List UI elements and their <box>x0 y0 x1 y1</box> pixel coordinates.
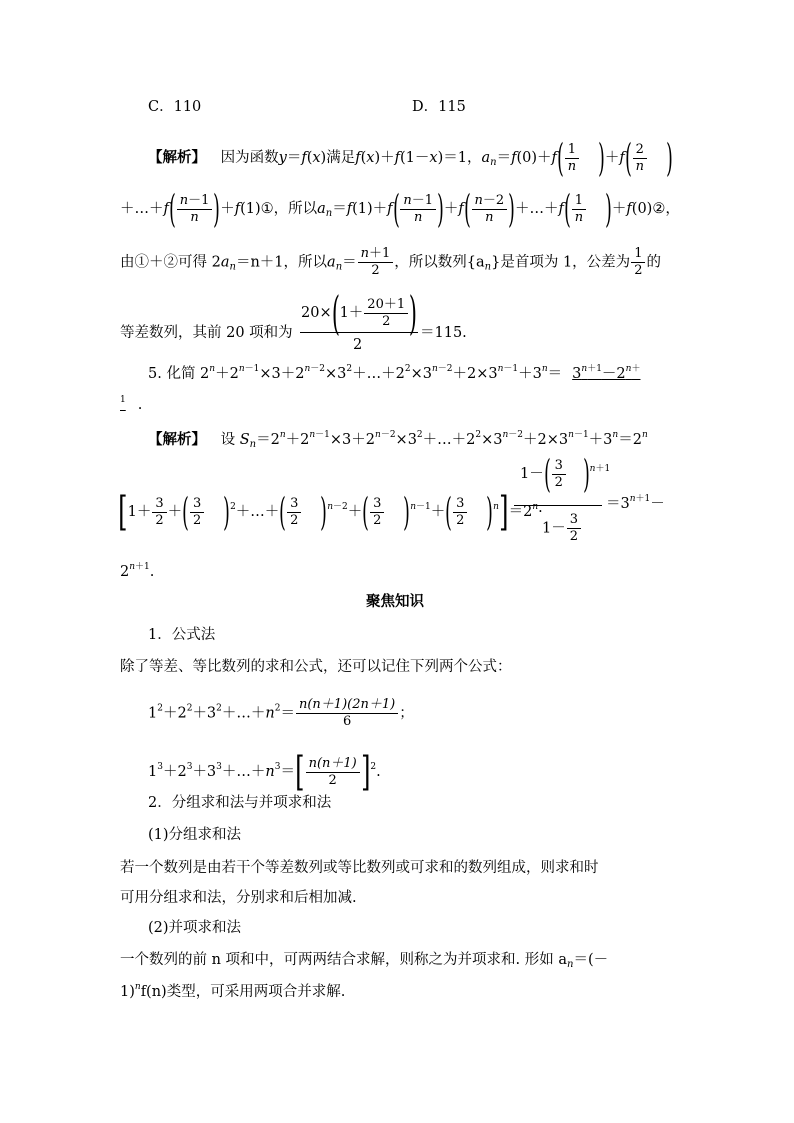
option-c: C．110 <box>148 99 202 115</box>
geo-result: $=3^{n+1}-$ <box>606 494 665 512</box>
section-title: 聚焦知识 <box>366 594 424 610</box>
fraction-bar <box>300 332 418 333</box>
answer-part-b: －2 <box>601 366 626 382</box>
analysis2-line-1: 【解析】 设 $S_n=2^n+2^{n-1}\times 3+2^{n-2}\times 3^2+\dots+2^2\times 3^{n-2}+2\times 3^{n-1}+3^n=2^n$ <box>148 430 648 450</box>
geo-numerator: 1－( $\frac{3}{2}$ )$^{n+1}$ <box>520 452 611 496</box>
k1-intro: 除了等差、等比数列的求和公式，还可以记住下列两个公式： <box>120 659 512 675</box>
k2-heading: 2．分组求和法与并项求和法 <box>148 795 332 811</box>
formula-1: $1^2+2^2+3^2+\dots+n^2=$ $\frac{n(n+1)(2n+1)}{6}$ ； <box>148 697 414 729</box>
k2-sub1: (1)分组求和法 <box>148 827 242 843</box>
analysis2-line-2: [1＋ $\frac{3}{2}$ ＋( $\frac{3}{2}$ )$^2$＋…＋( $\frac{3}{2}$ )$^{n-2}$＋( $\frac{3}{2}$ )$^{n-1}$＋( $\frac{3}{2}$ )$^n]=2^n\cdot$ <box>118 489 543 535</box>
sum-result: ＝115. <box>420 325 467 341</box>
k2-sub1-line-2: 可用分组求和法，分别求和后相加减. <box>120 890 357 906</box>
analysis-line-1: 【解析】 因为函数y＝f(x)满足f(x)＋f(1－x)＝1，$a_n=f(0)+f$( $\frac{1}{n}$ )＋f( $\frac{2}{n}$ ) <box>148 136 673 180</box>
analysis-tag: 【解析】 <box>148 150 206 166</box>
k2-sub2-line-1: 一个数列的前 n 项和中，可两两结合求解，则称之为并项求和. 形如 $a_n=(-$ <box>120 952 609 970</box>
analysis-line-4: 等差数列，其前 20 项和为 <box>120 325 293 341</box>
answer-part-a: 3 <box>572 366 582 382</box>
k1-heading: 1．公式法 <box>148 627 216 643</box>
question-5-cont: $^1$ . <box>120 395 143 413</box>
sum-numerator: 20×(1＋ $\frac{20+1}{2}$ ) <box>301 286 418 340</box>
option-d: D．115 <box>412 99 466 115</box>
geo-fraction-bar <box>514 505 602 506</box>
k2-sub1-line-1: 若一个数列是由若干个等差数列或等比数列或可求和的数列组成，则求和时 <box>120 860 599 876</box>
geo-denominator: 1－ $\frac{3}{2}$ <box>542 512 582 545</box>
analysis-line-2: ＋…＋f( $\frac{n-1}{n}$ )＋f(1)①，所以$a_n=f(1)+f$( $\frac{n-1}{n}$ )＋f( $\frac{n-2}{n}$ )＋…＋f( $\frac{1}{n}$ )＋f(0)②， <box>120 187 680 231</box>
analysis-tag-2: 【解析】 <box>148 432 206 448</box>
k2-sub2-line-2: 1)$^n$f(n)类型，可采用两项合并求解. <box>120 982 346 1000</box>
k2-sub2: (2)并项求和法 <box>148 920 242 936</box>
sum-denominator: 2 <box>353 337 363 353</box>
formula-2: $1^3+2^3+3^3+\dots+n^3=$[ $\frac{n(n+1)}{2}$ ]$^2$. <box>148 749 381 795</box>
analysis-line-3: 由①＋②可得 $2a_n=n+1$，所以$a_n=$ $\frac{n+1}{2}$ ，所以数列$\{a_n\}$是首项为 1，公差为 $\frac{1}{2}$ 的 <box>120 246 661 278</box>
analysis2-line-3: $2^{n+1}$. <box>120 562 155 580</box>
question-5: 5. 化简 $2^n+2^{n-1}\times 3+2^{n-2}\times 3^2+\dots+2^2\times 3^{n-2}+2\times 3^{n-1}+3^n= 3^{n+1}-2^{n+}$ <box>148 364 641 382</box>
